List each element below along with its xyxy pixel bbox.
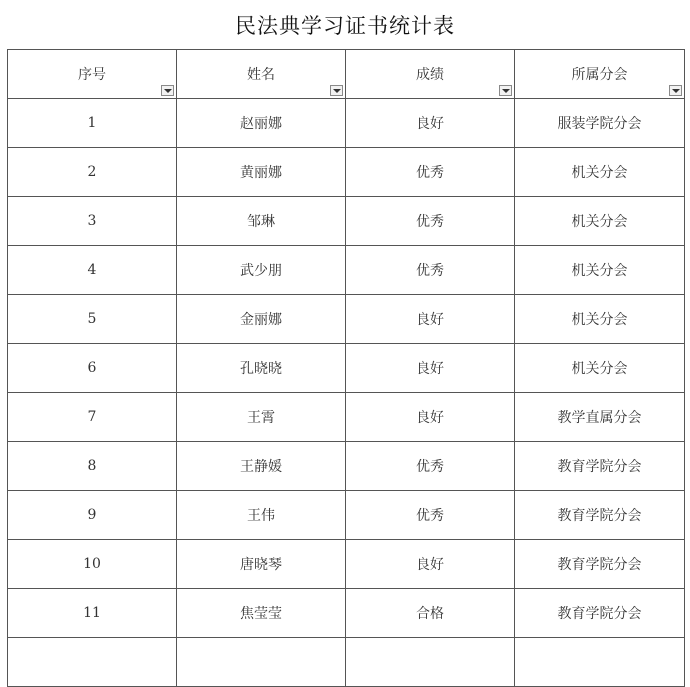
cell-index[interactable]: 3 <box>8 197 177 246</box>
cell-branch[interactable]: 服装学院分会 <box>515 99 685 148</box>
table-row <box>8 393 685 442</box>
header-cell-index[interactable] <box>8 50 177 99</box>
cell-name[interactable]: 赵丽娜 <box>177 99 346 148</box>
cell-branch[interactable]: 机关分会 <box>515 246 685 295</box>
cell-branch[interactable]: 机关分会 <box>515 148 685 197</box>
cell-grade[interactable]: 优秀 <box>346 197 515 246</box>
header-cell-name[interactable] <box>177 50 346 99</box>
header-label: 序号 <box>78 67 106 83</box>
cell-index[interactable]: 7 <box>8 393 177 442</box>
table-row <box>8 540 685 589</box>
cell-index[interactable]: 1 <box>8 99 177 148</box>
table-row <box>8 442 685 491</box>
table-row <box>8 295 685 344</box>
filter-dropdown-icon[interactable] <box>669 85 682 96</box>
table-row <box>8 99 685 148</box>
cell-branch[interactable]: 教育学院分会 <box>515 491 685 540</box>
table-row <box>8 197 685 246</box>
cell-index[interactable]: 6 <box>8 344 177 393</box>
cell-grade[interactable]: 良好 <box>346 393 515 442</box>
table-row <box>8 148 685 197</box>
cell-index[interactable]: 4 <box>8 246 177 295</box>
header-label: 姓名 <box>247 67 275 83</box>
cell-index[interactable]: 5 <box>8 295 177 344</box>
header-cell-branch[interactable] <box>515 50 685 99</box>
table-row <box>8 589 685 638</box>
cell-branch[interactable]: 教育学院分会 <box>515 442 685 491</box>
cell-grade[interactable]: 优秀 <box>346 246 515 295</box>
cell-index[interactable]: 2 <box>8 148 177 197</box>
cell-grade[interactable]: 优秀 <box>346 442 515 491</box>
cell-name[interactable]: 黄丽娜 <box>177 148 346 197</box>
table-row <box>8 246 685 295</box>
cell-index[interactable]: 8 <box>8 442 177 491</box>
cell-name[interactable]: 金丽娜 <box>177 295 346 344</box>
cell-name[interactable]: 邹琳 <box>177 197 346 246</box>
cell-name[interactable]: 王伟 <box>177 491 346 540</box>
cell-grade[interactable]: 良好 <box>346 344 515 393</box>
header-label: 成绩 <box>416 67 444 83</box>
table-row <box>8 491 685 540</box>
cell-grade[interactable]: 优秀 <box>346 491 515 540</box>
cell-name[interactable]: 孔晓晓 <box>177 344 346 393</box>
cell-grade[interactable]: 合格 <box>346 589 515 638</box>
cell-branch[interactable]: 教育学院分会 <box>515 589 685 638</box>
cell-index[interactable]: 10 <box>8 540 177 589</box>
cell-branch[interactable]: 机关分会 <box>515 344 685 393</box>
cell-name[interactable]: 唐晓琴 <box>177 540 346 589</box>
cell-branch[interactable]: 机关分会 <box>515 295 685 344</box>
cell-branch[interactable]: 教学直属分会 <box>515 393 685 442</box>
filter-dropdown-icon[interactable] <box>330 85 343 96</box>
cell-name[interactable]: 焦莹莹 <box>177 589 346 638</box>
cell-name[interactable]: 王静媛 <box>177 442 346 491</box>
cell-grade[interactable]: 良好 <box>346 295 515 344</box>
cell-grade[interactable]: 良好 <box>346 540 515 589</box>
header-cell-grade[interactable] <box>346 50 515 99</box>
header-row <box>8 50 685 99</box>
filter-dropdown-icon[interactable] <box>499 85 512 96</box>
table-row <box>8 344 685 393</box>
cell-index[interactable]: 9 <box>8 491 177 540</box>
cell-branch[interactable]: 机关分会 <box>515 197 685 246</box>
sheet-title: 民法典学习证书统计表 <box>235 13 455 38</box>
header-label: 所属分会 <box>571 67 628 83</box>
stats-table <box>7 49 685 687</box>
cell-branch[interactable]: 教育学院分会 <box>515 540 685 589</box>
cell-name[interactable]: 武少朋 <box>177 246 346 295</box>
cell-grade[interactable]: 良好 <box>346 99 515 148</box>
cell-grade[interactable]: 优秀 <box>346 148 515 197</box>
filter-dropdown-icon[interactable] <box>161 85 174 96</box>
cell-name[interactable]: 王霄 <box>177 393 346 442</box>
cell-index[interactable]: 11 <box>8 589 177 638</box>
